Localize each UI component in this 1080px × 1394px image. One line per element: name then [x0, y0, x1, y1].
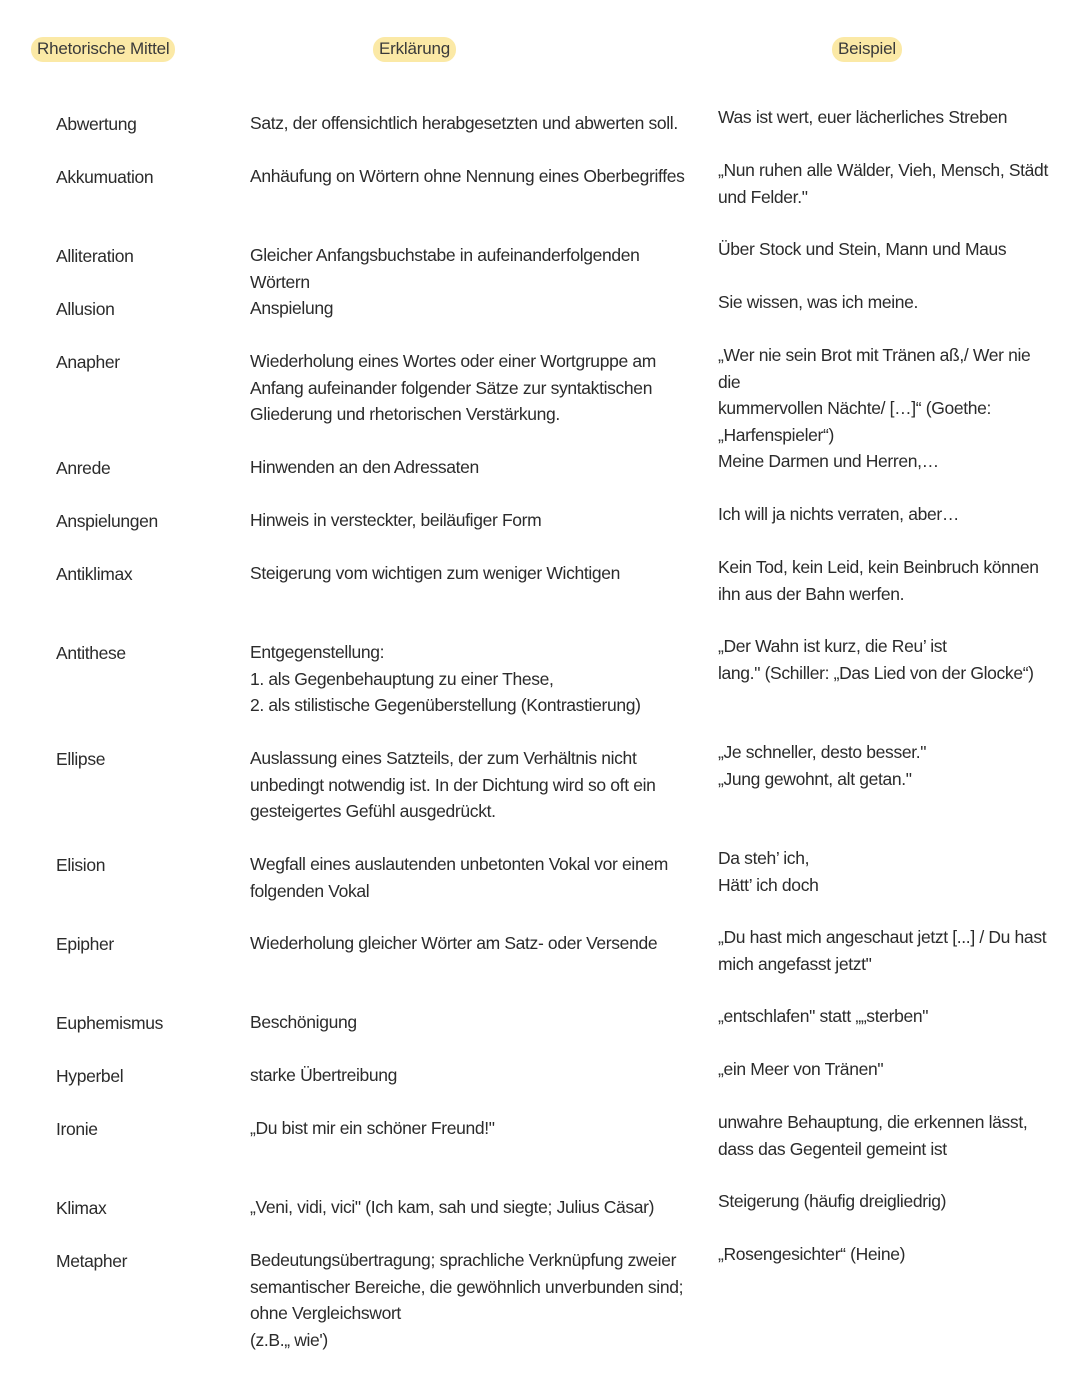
- explanation-cell: Wegfall eines auslautenden unbetonten Vokal vor einem folgenden Vokal: [250, 854, 668, 901]
- example-cell: „ein Meer von Tränen": [718, 1059, 884, 1079]
- explanation-cell: Anspielung: [250, 298, 334, 318]
- example-cell: Ich will ja nichts verraten, aber…: [718, 504, 959, 524]
- explanation-cell: Hinwenden an den Adressaten: [250, 457, 479, 477]
- explanation-cell: Entgegenstellung: 1. als Gegenbehauptung zu einer These, 2. als stilistische Gegenüberstellung (Kontrastierung): [250, 642, 641, 715]
- term-cell: Alliteration: [56, 246, 134, 266]
- example-cell: „Du hast mich angeschaut jetzt [...] / Du hast mich angefasst jetzt": [718, 927, 1047, 974]
- example-cell: unwahre Behauptung, die erkennen lässt, dass das Gegenteil gemeint ist: [718, 1112, 1028, 1159]
- term-cell: Klimax: [56, 1198, 107, 1218]
- term-cell: Elision: [56, 855, 106, 875]
- explanation-cell: „Veni, vidi, vici" (Ich kam, sah und siegte; Julius Cäsar): [250, 1197, 655, 1217]
- explanation-cell: Gleicher Anfangsbuchstabe in aufeinanderfolgenden Wörtern: [250, 245, 640, 292]
- example-cell: „entschlafen" statt „„sterben": [718, 1006, 929, 1026]
- example-cell: Steigerung (häufig dreigliedrig): [718, 1191, 947, 1211]
- term-cell: Metapher: [56, 1251, 128, 1271]
- header-beispiel: Beispiel: [832, 37, 902, 62]
- example-cell: „Rosengesichter“ (Heine): [718, 1244, 906, 1264]
- explanation-cell: Beschönigung: [250, 1012, 357, 1032]
- term-cell: Epipher: [56, 934, 114, 954]
- term-cell: Ellipse: [56, 749, 106, 769]
- explanation-cell: Bedeutungsübertragung; sprachliche Verknüpfung zweier semantischer Bereiche, die gewöhnlich unverbunden sind; ohne Vergleichswort (z.B.„ wie'): [250, 1250, 684, 1350]
- explanation-cell: Steigerung vom wichtigen zum weniger Wichtigen: [250, 563, 621, 583]
- explanation-cell: Satz, der offensichtlich herabgesetzten und abwerten soll.: [250, 113, 678, 133]
- example-cell: Meine Darmen und Herren,…: [718, 451, 939, 471]
- example-cell: „Wer nie sein Brot mit Tränen aß,/ Wer nie die kummervollen Nächte/ […]“ (Goethe: „Harfenspieler“): [718, 345, 1031, 445]
- term-cell: Akkumuation: [56, 167, 154, 187]
- example-cell: Über Stock und Stein, Mann und Maus: [718, 239, 1007, 259]
- explanation-cell: Auslassung eines Satzteils, der zum Verhältnis nicht unbedingt notwendig ist. In der Dichtung wird so oft ein gesteigertes Gefühl ausgedrückt.: [250, 748, 656, 821]
- explanation-cell: starke Übertreibung: [250, 1065, 398, 1085]
- example-cell: Was ist wert, euer lächerliches Streben: [718, 107, 1008, 127]
- example-cell: Kein Tod, kein Leid, kein Beinbruch können ihn aus der Bahn werfen.: [718, 557, 1039, 604]
- explanation-cell: Hinweis in versteckter, beiläufiger Form: [250, 510, 542, 530]
- explanation-cell: Wiederholung eines Wortes oder einer Wortgruppe am Anfang aufeinander folgender Sätze zur syntaktischen Gliederung und rhetorischen Verstärkung.: [250, 351, 656, 424]
- explanation-cell: „Du bist mir ein schöner Freund!": [250, 1118, 495, 1138]
- term-cell: Abwertung: [56, 114, 137, 134]
- term-cell: Hyperbel: [56, 1066, 124, 1086]
- header-rhetorische-mittel: Rhetorische Mittel: [31, 37, 175, 62]
- term-cell: Antiklimax: [56, 564, 133, 584]
- term-cell: Anspielungen: [56, 511, 158, 531]
- term-cell: Anapher: [56, 352, 120, 372]
- term-cell: Ironie: [56, 1119, 98, 1139]
- example-cell: Da steh’ ich, Hätt’ ich doch: [718, 848, 819, 895]
- explanation-cell: Wiederholung gleicher Wörter am Satz- oder Versende: [250, 933, 658, 953]
- example-cell: „Je schneller, desto besser." „Jung gewohnt, alt getan.": [718, 742, 927, 789]
- example-cell: Sie wissen, was ich meine.: [718, 292, 919, 312]
- term-cell: Antithese: [56, 643, 126, 663]
- example-cell: „Nun ruhen alle Wälder, Vieh, Mensch, Städt und Felder.": [718, 160, 1048, 207]
- term-cell: Anrede: [56, 458, 111, 478]
- term-cell: Allusion: [56, 299, 115, 319]
- term-cell: Euphemismus: [56, 1013, 164, 1033]
- explanation-cell: Anhäufung on Wörtern ohne Nennung eines Oberbegriffes: [250, 166, 685, 186]
- header-erklaerung: Erklärung: [373, 37, 456, 62]
- example-cell: „Der Wahn ist kurz, die Reu’ ist lang." (Schiller: „Das Lied von der Glocke“): [718, 636, 1034, 683]
